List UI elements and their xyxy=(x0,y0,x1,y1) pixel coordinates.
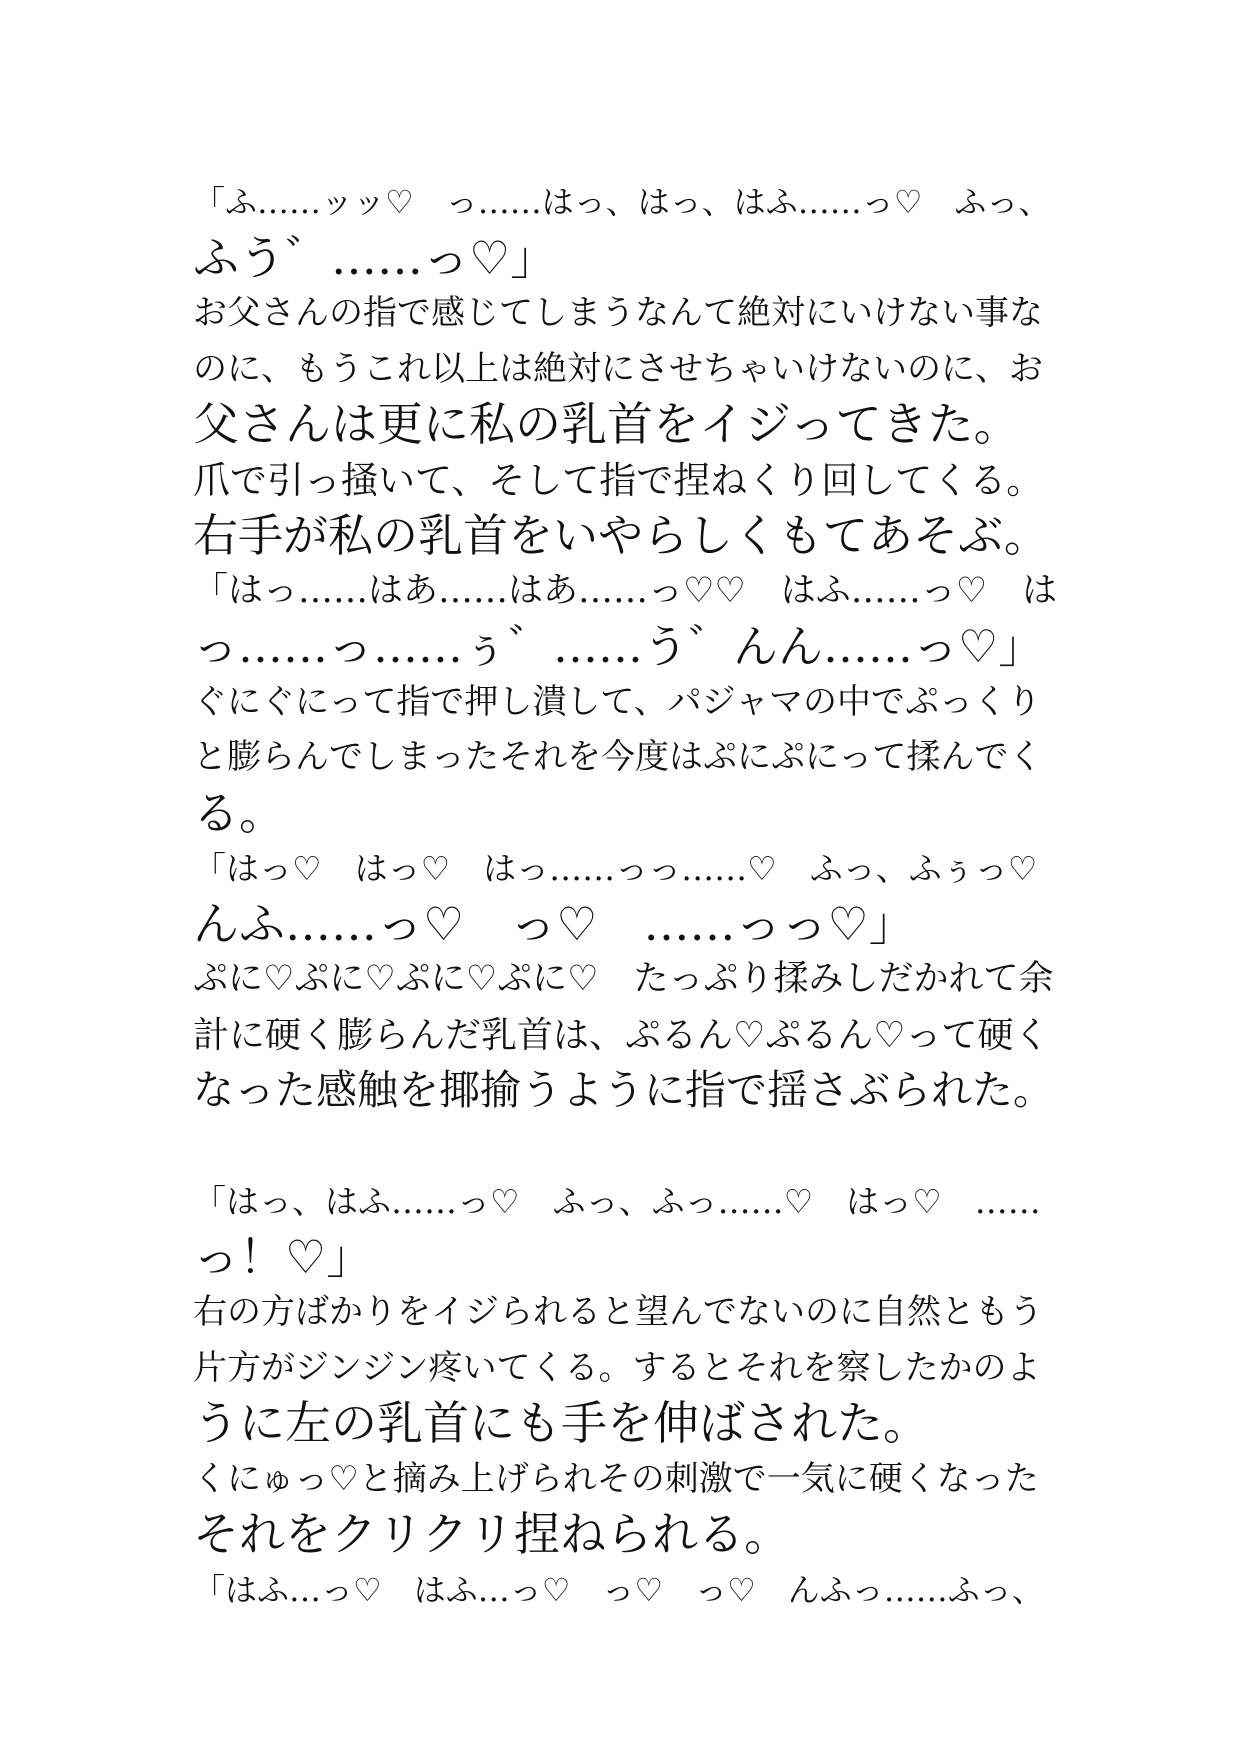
text-line: んふ……っ♡ っ♡ ……っっ♡」 xyxy=(193,896,915,951)
text-line: る。 xyxy=(193,785,285,840)
text-line: 片方がジンジン疼いてくる。するとそれを察したかのよ xyxy=(193,1347,1041,1388)
blank-line xyxy=(193,1119,1059,1175)
text-line: お父さんの指で感じてしまうなんて絶対にいけない事な xyxy=(193,293,1043,333)
text-line: と膨らんでしまったそれを今度はぷにぷにって揉んでく xyxy=(193,737,1043,777)
text-line: 右の方ばかりをイジられると望んでないのに自然ともう xyxy=(193,1292,1043,1332)
text-line: ぐにぐにって指で押し潰して、パジャマの中でぷっくり xyxy=(193,681,1041,722)
text-line: くにゅっ♡と摘み上げられその刺激で一気に硬くなった xyxy=(193,1458,1039,1499)
text-line: ふう゛……っ♡」 xyxy=(193,230,557,285)
text-line: 「はっ……はあ……はあ……っ♡♡ はふ……っ♡ は xyxy=(193,570,1058,611)
text-line: それをクリクリ捏ねられる。 xyxy=(193,1507,791,1561)
text-line: のに、もうこれ以上は絶対にさせちゃいけないのに、お xyxy=(193,348,1043,389)
text-line: なった感触を揶揄うように指で揺さぶられた。 xyxy=(193,1066,1054,1114)
text-line: 計に硬く膨らんだ乳首は、ぷるん♡ぷるん♡って硬く xyxy=(193,1014,1050,1056)
text-line: っ！♡」 xyxy=(193,1229,373,1284)
text-line: 右手が私の乳首をいやらしくもてあそぶ。 xyxy=(193,509,1049,562)
document-body xyxy=(193,175,1059,1618)
text-line: 爪で引っ掻いて、そして指で捏ねくり回してくる。 xyxy=(193,458,1044,502)
text-line: ぷに♡ぷに♡ぷに♡ぷに♡ たっぷり揉みしだかれて余 xyxy=(193,959,1054,999)
text-line: うに左の乳首にも手を伸ばされた。 xyxy=(193,1396,929,1450)
text-line: 「はっ、はふ……っ♡ ふっ、ふっ……♡ はっ♡ …… xyxy=(193,1182,1041,1221)
text-line: 「ふ……ッッ♡ っ……はっ、はっ、はふ……っ♡ ふっ、 xyxy=(193,183,1051,221)
text-line: っ……っ……ぅ゛……う゛んん……っ♡」 xyxy=(193,620,1044,673)
text-line: 父さんは更に私の乳首をイジってきた。 xyxy=(193,397,1020,451)
text-line: 「はふ…っ♡ はふ…っ♡ っ♡ っ♡ んふっ……ふっ、 xyxy=(193,1570,1044,1609)
text-line: 「はっ♡ はっ♡ はっ……っっ……♡ ふっ、ふぅっ♡ xyxy=(193,849,1038,888)
